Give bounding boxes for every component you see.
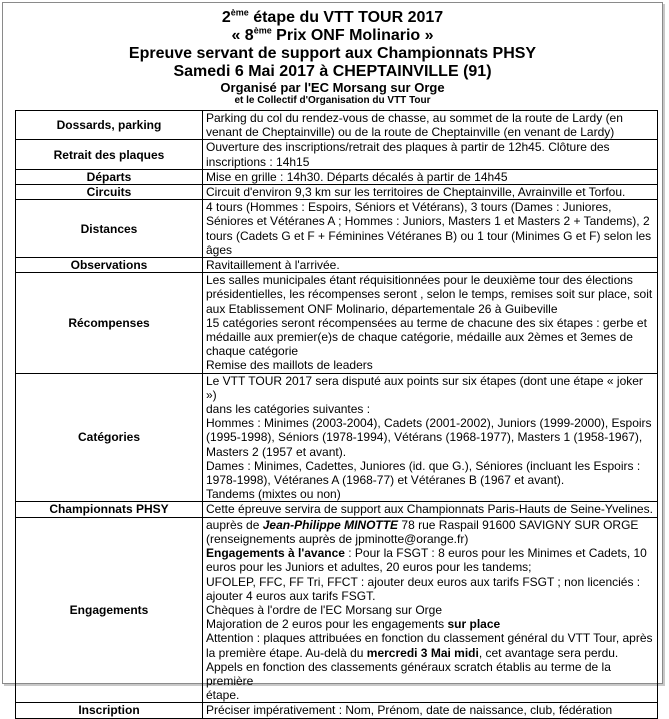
label-retrait: Retrait des plaques [16,140,203,169]
label-dossards: Dossards, parking [16,111,203,140]
text-line: Préciser impérativement : Nom, Prénom, date de naissance, club, fédération [206,703,613,718]
row-observations [16,258,658,273]
sur-place-emphasis: sur place [447,617,501,632]
label-championnats: Championnats PHSY [16,502,203,517]
label-departs: Départs [16,169,203,184]
text-run: la première étape. Au-delà du [206,645,367,660]
collective: et le Collectif d'Organisation du VTT Tour [234,95,431,106]
text-line [206,546,654,560]
text-run: , cet avantage sera perdu. [478,645,619,660]
text-line: étape. [206,688,240,703]
value-inscription [203,703,658,718]
row-circuits [16,185,658,200]
text-line: Parking du col du rendez-vous de chasse, au sommet de la route de Lardy (en [206,111,623,125]
text-line [206,518,654,532]
text-line: UFOLEP, FFC, FF Tri, FFCT : ajouter deux euros aux tarifs FSGT ; non licenciés : [206,574,641,589]
title-stage [3,9,662,27]
text-line: Le VTT TOUR 2017 sera disputé aux points sur six étapes (dont une étape « joker ») [206,373,643,402]
text-line: 1978-1998), Vétéranes A (1968-77) et Vétéranes B (1967 et avant). [206,473,565,488]
text-line: Tandems (mixtes ou non) [206,487,341,502]
label-inscription: Inscription [16,703,203,718]
text-line: Dames : Minimes, Cadettes, Juniores (id. que G.), Séniores (incluant les Espoirs : [206,458,641,473]
value-dossards [203,111,658,140]
text-line: 4 tours (Hommes : Espoirs, Séniors et Vétérans), 3 tours (Dames : Juniores, [206,200,612,215]
title-prize [3,27,662,45]
text-line: Masters 2 (1957 et avant). [206,444,347,459]
row-retrait [16,140,658,169]
text-line: venant de Cheptainville) ou de la route de Cheptainville (en venant de Lardy) [206,125,615,140]
title-stage-number: 2 [221,9,231,26]
text-line: Séniores et Vétéranes A ; Hommes : Juniors, Masters 1 et Masters 2 + Tandems), 2 [206,214,650,229]
text-line: Hommes : Minimes (2003-2004), Cadets (2001-2002), Juniors (1999-2000), Espoirs [206,416,652,431]
page-frame [2,2,663,718]
label-circuits: Circuits [16,185,203,200]
text-line: Les salles municipales étant réquisitionnées pour le deuxième tour des élections [206,273,633,288]
info-table [15,110,658,719]
text-line: Circuit d'environ 9,3 km sur les territoires de Cheptainville, Avrainville et Torfou. [206,185,626,200]
title-prize-text: Prix ONF Molinario » [271,27,434,44]
text-line: médaille aux premier(e)s de chaque catégorie, médaille aux 2èmes et 3emes de [206,330,633,345]
label-observations: Observations [16,258,203,273]
value-categories [203,373,658,502]
text-line: euros pour les Juniors et adultes, 20 euros pour les tandems; [206,560,532,575]
text-line: aux Etablissement ONF Molinario, départementale 26 à Guibeville [206,301,558,316]
text-line: Cette épreuve servira de support aux Championnats Paris-Hauts de Seine-Yvelines. [206,502,653,517]
text-line: Chèques à l'ordre de l'EC Morsang sur Orge [206,602,443,617]
title-prize-sup: ème [253,25,272,36]
text-line: présidentielles, les récompenses seront , selon le temps, remises soit sur place, soit [206,287,653,302]
value-engagements [203,517,658,703]
row-inscription [16,703,658,718]
text-line: ajouter 4 euros aux tarifs FSGT. [206,588,376,603]
title-stage-text: étape du VTT TOUR 2017 [248,9,444,26]
document-header [3,3,662,106]
value-circuits [203,185,658,200]
text-line: dans les catégories suivantes : [206,402,371,417]
text-line: inscriptions : 14h15 [206,154,310,169]
row-championnats [16,502,658,517]
row-distances [16,200,658,258]
row-recompenses [16,273,658,373]
text-run: auprès de [206,517,263,532]
label-distances: Distances [16,200,203,258]
text-line: Ravitaillement à l'arrivée. [206,258,340,273]
text-line [206,646,654,660]
text-line: chaque catégorie [206,344,299,359]
title-support: Epreuve servant de support aux Championnats PHSY [128,45,537,62]
text-line: (1995-1998), Séniors (1978-1994), Vétérans (1968-1977), Masters 1 (1958-1967), [206,430,643,445]
text-line: tours (Cadets G et F + Féminines Vétéranes B) ou 1 tour (Minimes G et F) selon les [206,228,652,243]
value-championnats [203,502,658,517]
text-line: Appels en fonction des classements généraux scratch établis au terme de la première [206,659,611,688]
text-run: : Pour la FSGT : 8 euros pour les Minimes et Cadets, 10 [344,546,647,561]
row-categories [16,373,658,502]
value-observations [203,258,658,273]
value-departs [203,169,658,184]
text-line: Remise des maillots de leaders [206,358,373,373]
value-retrait [203,140,658,169]
row-engagements [16,517,658,703]
text-line: (renseignements auprès de jpminotte@orange.fr) [206,531,469,546]
text-line: âges [206,242,233,257]
label-engagements: Engagements [16,517,203,703]
organizer: Organisé par l'EC Morsang sur Orge [220,80,445,95]
text-run: 78 rue Raspail 91600 SAVIGNY SUR ORGE [398,517,639,532]
row-dossards [16,111,658,140]
value-recompenses [203,273,658,373]
row-departs [16,169,658,184]
text-line: Mise en grille : 14h30. Départs décalés à partir de 14h45 [206,169,508,184]
text-line: Ouverture des inscriptions/retrait des plaques à partir de 12h45. Clôture des [206,140,610,155]
contact-name: Jean-Philippe MINOTTE [262,517,399,532]
value-distances [203,200,658,258]
title-stage-sup: ème [230,7,249,18]
deadline-emphasis: mercredi 3 Mai midi [366,645,479,660]
title-date: Samedi 6 Mai 2017 à CHEPTAINVILLE (91) [173,63,492,80]
text-run: Majoration de 2 euros pour les engagements [206,617,448,632]
text-line: Attention : plaques attribuées en fonction du classement général du VTT Tour, après [206,631,653,646]
label-recompenses: Récompenses [16,273,203,373]
label-categories: Catégories [16,373,203,502]
text-line [206,617,654,631]
text-line: 15 catégories seront récompensées au terme de chacune des six étapes : gerbe et [206,315,647,330]
engagements-heading: Engagements à l'avance [206,546,345,561]
title-prize-number: « 8 [231,27,254,44]
